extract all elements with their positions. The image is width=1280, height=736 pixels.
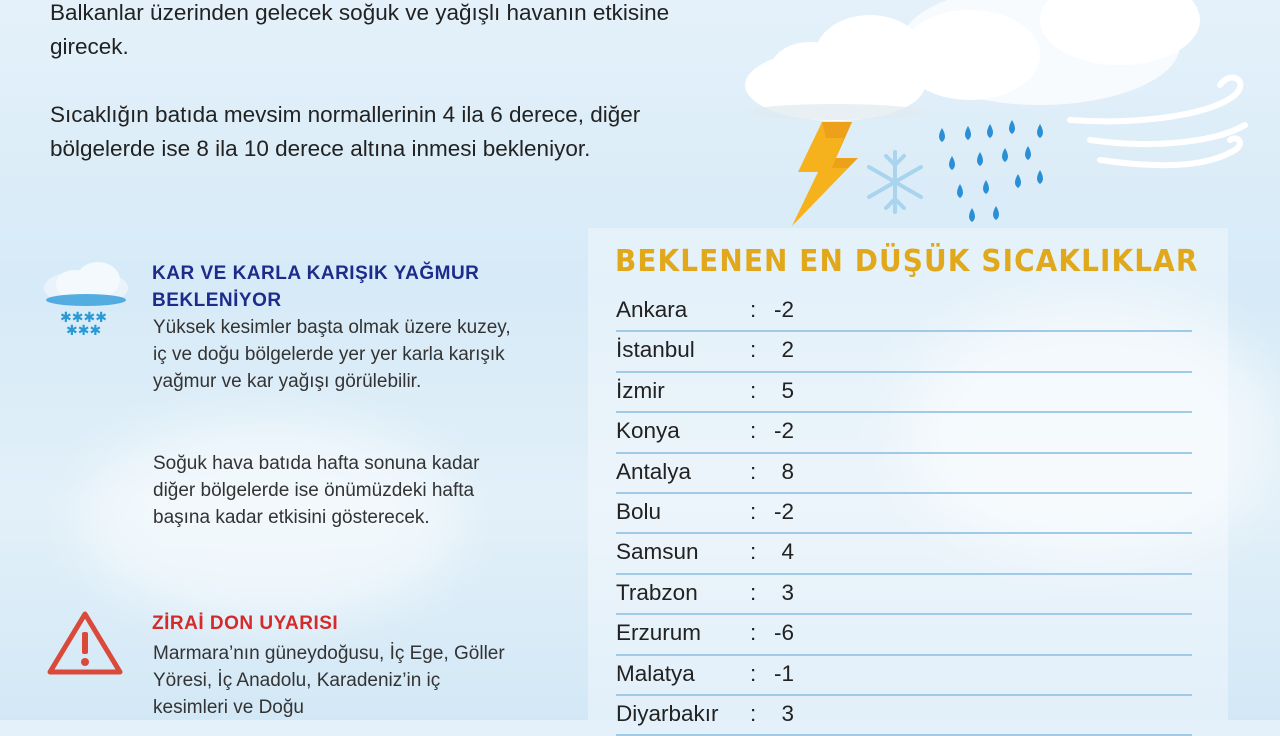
city-name: Bolu <box>616 498 662 524</box>
lightning-icon <box>792 122 858 226</box>
temperature-value: 5 <box>781 377 794 403</box>
temperature-value: -2 <box>773 418 794 444</box>
temperature-value: -6 <box>773 620 794 646</box>
intro-paragraph-1: Balkanlar üzerinden gelecek soğuk ve yağışlı havanın etkisine girecek. <box>50 0 670 59</box>
frost-section-title: ZİRAİ DON UYARISI <box>152 613 339 634</box>
table-row <box>616 332 1192 372</box>
weather-illustration <box>740 0 1280 235</box>
temperature-value: 3 <box>781 700 794 726</box>
city-name: Ankara <box>616 297 688 322</box>
row-separator: : <box>750 498 757 524</box>
snow-section-body-2: Soğuk hava batıda hafta sonuna kadar diğer bölgelerde ise önümüzdeki hafta başına kadar etkisini gösterecek. <box>153 453 480 529</box>
table-row <box>616 534 1192 574</box>
city-name: Malatya <box>616 660 695 686</box>
table-title: BEKLENEN EN DÜŞÜK SICAKLIKLAR <box>615 244 1199 279</box>
table-row <box>616 454 1192 494</box>
svg-text:✱✱✱✱: ✱✱✱✱ <box>60 310 107 326</box>
raindrops-icon <box>939 120 1043 222</box>
frost-section-body: Marmara’nın güneydoğusu, İç Ege, Göller Yöresi, İç Anadolu, Karadeniz’in iç kesimleri ve Doğu <box>153 643 505 719</box>
warning-triangle-icon <box>46 610 124 676</box>
snow-section-body-1: Yüksek kesimler başta olmak üzere kuzey, iç ve doğu bölgelerde yer yer karla karışık yağmur ve kar yağışı görülebilir. <box>153 317 511 393</box>
city-name: Konya <box>616 418 680 444</box>
temperature-value: 3 <box>781 579 794 605</box>
row-separator: : <box>750 337 757 363</box>
row-separator: : <box>750 377 757 403</box>
row-separator: : <box>750 539 757 565</box>
temperature-value: 4 <box>781 539 794 565</box>
row-separator: : <box>750 579 757 605</box>
table-row <box>616 575 1192 615</box>
row-separator: : <box>750 297 757 322</box>
temperature-value: -2 <box>773 498 794 524</box>
table-row <box>616 656 1192 696</box>
city-name: Trabzon <box>616 579 698 605</box>
table-row <box>616 696 1192 736</box>
row-separator: : <box>750 660 757 686</box>
table-row <box>616 373 1192 413</box>
table-row <box>616 615 1192 655</box>
city-name: İstanbul <box>616 337 695 363</box>
row-separator: : <box>750 620 757 646</box>
city-name: İzmir <box>616 377 665 403</box>
temperature-value: 2 <box>781 337 794 363</box>
intro-paragraph-2: Sıcaklığın batıda mevsim normallerinin 4 ila 6 derece, diğer bölgelerde ise 8 ila 10 derece altına inmesi bekleniyor. <box>50 102 641 161</box>
temperature-value: -2 <box>773 297 794 322</box>
temperature-value: 8 <box>781 458 794 484</box>
snowflake-icon <box>869 152 921 212</box>
table-row <box>616 292 1192 332</box>
row-separator: : <box>750 418 757 444</box>
intro-text <box>50 0 710 166</box>
row-separator: : <box>750 700 757 726</box>
row-separator: : <box>750 458 757 484</box>
cloud-icon <box>745 0 1200 121</box>
snow-cloud-icon <box>38 258 132 338</box>
table-row <box>616 494 1192 534</box>
svg-text:✱✱✱: ✱✱✱ <box>66 323 102 338</box>
city-name: Erzurum <box>616 620 702 646</box>
snow-section-title: KAR VE KARLA KARIŞIK YAĞMUR BEKLENİYOR <box>152 263 480 311</box>
city-name: Antalya <box>616 458 692 484</box>
city-name: Samsun <box>616 539 699 565</box>
city-name: Diyarbakır <box>616 700 719 726</box>
table-row <box>616 413 1192 453</box>
temperature-table <box>616 292 1192 736</box>
temperature-value: -1 <box>773 660 794 686</box>
